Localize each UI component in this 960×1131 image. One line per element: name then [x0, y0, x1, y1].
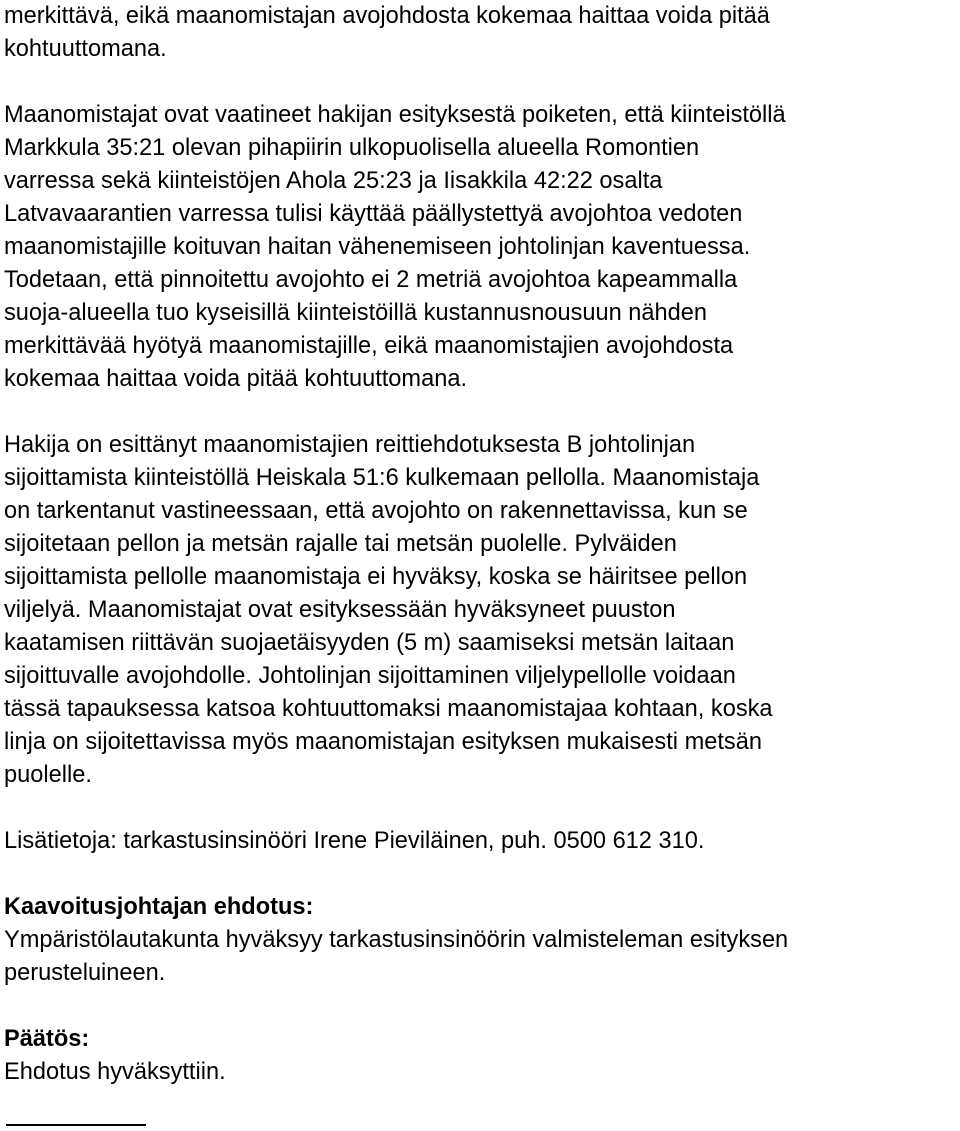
- text-line: kohtuuttomana.: [4, 36, 167, 62]
- paragraph-spacer: [4, 858, 956, 891]
- paragraph-1: [4, 0, 956, 66]
- text-line: sijoittuvalle avojohdolle. Johtolinjan sijoittaminen viljelypellolle voidaan: [4, 663, 736, 689]
- decision-heading: Päätös:: [4, 1026, 90, 1052]
- text-line: maanomistajille koituvan haitan vähenemiseen johtolinjan kaventuessa.: [4, 234, 751, 260]
- text-line: puolelle.: [4, 762, 92, 788]
- text-line: merkittävä, eikä maanomistajan avojohdosta kokemaa haittaa voida pitää: [4, 3, 770, 29]
- proposal-heading: Kaavoitusjohtajan ehdotus:: [4, 894, 314, 920]
- decision-section: [4, 1023, 956, 1089]
- text-line: suoja-alueella tuo kyseisillä kiinteistöillä kustannusnousuun nähden: [4, 300, 708, 326]
- contact-info: [4, 825, 956, 858]
- text-line: perusteluineen.: [4, 960, 166, 986]
- text-line: Latvavaarantien varressa tulisi käyttää päällystettyä avojohtoa vedoten: [4, 201, 743, 227]
- text-line: Ehdotus hyväksyttiin.: [4, 1059, 226, 1085]
- text-line: viljelyä. Maanomistajat ovat esityksessään hyväksyneet puuston: [4, 597, 676, 623]
- text-line: varressa sekä kiinteistöjen Ahola 25:23 ja Iisakkila 42:22 osalta: [4, 168, 663, 194]
- text-line: tässä tapauksessa katsoa kohtuuttomaksi maanomistajaa kohtaan, koska: [4, 696, 773, 722]
- document-page: [4, 0, 956, 1089]
- proposal-section: [4, 891, 956, 990]
- text-line: merkittävää hyötyä maanomistajille, eikä maanomistajien avojohdosta: [4, 333, 734, 359]
- text-line: linja on sijoitettavissa myös maanomistajan esityksen mukaisesti metsän: [4, 729, 762, 755]
- text-line: Markkula 35:21 olevan pihapiirin ulkopuolisella alueella Romontien: [4, 135, 700, 161]
- text-line: Todetaan, että pinnoitettu avojohto ei 2 metriä avojohtoa kapeammalla: [4, 267, 738, 293]
- paragraph-3: [4, 429, 956, 792]
- text-line: Lisätietoja: tarkastusinsinööri Irene Pieviläinen, puh. 0500 612 310.: [4, 828, 705, 854]
- text-line: sijoittamista pellolle maanomistaja ei hyväksy, koska se häiritsee pellon: [4, 564, 748, 590]
- text-line: Ympäristölautakunta hyväksyy tarkastusinsinöörin valmisteleman esityksen: [4, 927, 789, 953]
- text-line: on tarkentanut vastineessaan, että avojohto on rakennettavissa, kun se: [4, 498, 748, 524]
- signature-rule: [6, 1124, 146, 1126]
- paragraph-spacer: [4, 396, 956, 429]
- paragraph-2: [4, 99, 956, 396]
- text-line: kokemaa haittaa voida pitää kohtuuttomana.: [4, 366, 468, 392]
- text-line: sijoitetaan pellon ja metsän rajalle tai metsän puolelle. Pylväiden: [4, 531, 677, 557]
- paragraph-spacer: [4, 66, 956, 99]
- paragraph-spacer: [4, 792, 956, 825]
- text-line: Hakija on esittänyt maanomistajien reittiehdotuksesta B johtolinjan: [4, 432, 696, 458]
- paragraph-spacer: [4, 990, 956, 1023]
- text-line: Maanomistajat ovat vaatineet hakijan esityksestä poiketen, että kiinteistöllä: [4, 102, 786, 128]
- text-line: sijoittamista kiinteistöllä Heiskala 51:6 kulkemaan pellolla. Maanomistaja: [4, 465, 760, 491]
- text-line: kaatamisen riittävän suojaetäisyyden (5 m) saamiseksi metsän laitaan: [4, 630, 735, 656]
